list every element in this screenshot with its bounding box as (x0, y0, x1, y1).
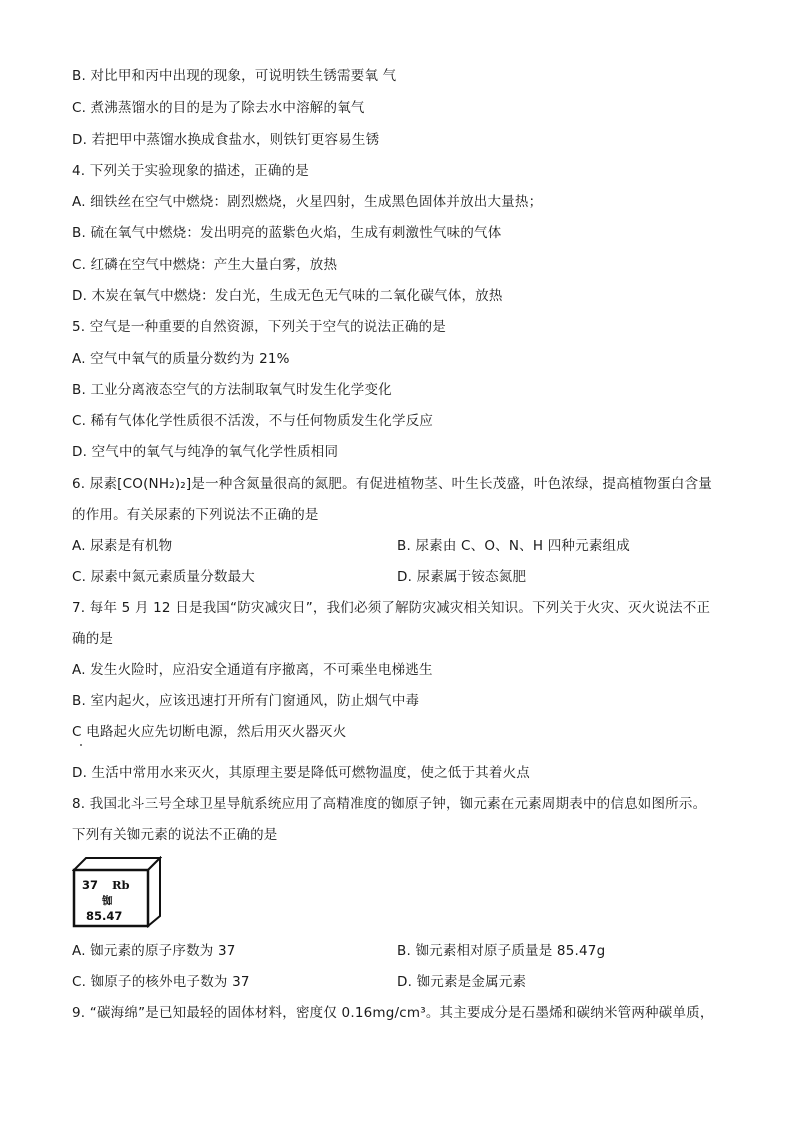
q4-option-d: D. 木炭在氧气中燃烧：发白光，生成无色无气味的二氧化碳气体，放热 (72, 288, 503, 304)
scan-speck (80, 744, 82, 746)
q8-option-c: C. 铷原子的核外电子数为 37 (72, 974, 250, 990)
element-name: 铷 (102, 895, 113, 907)
q5-option-b: B. 工业分离液态空气的方法制取氧气时发生化学变化 (72, 382, 392, 398)
q7-stem-continued: 确的是 (72, 631, 114, 647)
q3-option-d: D. 若把甲中蒸馏水换成食盐水，则铁钉更容易生锈 (72, 132, 380, 148)
q5-option-c: C. 稀有气体化学性质很不活泼，不与任何物质发生化学反应 (72, 413, 434, 429)
element-symbol: Rb (112, 878, 130, 892)
q5-stem: 5. 空气是一种重要的自然资源，下列关于空气的说法正确的是 (72, 319, 446, 335)
atomic-mass: 85.47 (86, 909, 123, 923)
q5-option-d: D. 空气中的氧气与纯净的氧气化学性质相同 (72, 444, 339, 460)
atomic-number: 37 (82, 878, 99, 892)
q8-stem-continued: 下列有关铷元素的说法不正确的是 (72, 827, 278, 843)
q6-option-c: C. 尿素中氮元素质量分数最大 (72, 569, 256, 585)
q4-option-c: C. 红磷在空气中燃烧：产生大量白雾，放热 (72, 257, 338, 273)
q6-stem-continued: 的作用。有关尿素的下列说法不正确的是 (72, 507, 319, 523)
q6-option-a: A. 尿素是有机物 (72, 538, 173, 554)
q7-stem: 7. 每年 5 月 12 日是我国“防灾减灾日”，我们必须了解防灾减灾相关知识。下列关于火灾、灭火说法不正 (72, 600, 711, 616)
q7-option-c: C 电路起火应先切断电源，然后用灭火器灭火 (72, 724, 347, 740)
q6-stem: 6. 尿素[CO(NH₂)₂]是一种含氮量很高的氮肥。有促进植物茎、叶生长茂盛，叶色浓绿，提高植物蛋白含量 (72, 476, 712, 492)
q8-option-a: A. 铷元素的原子序数为 37 (72, 943, 236, 959)
q5-option-a: A. 空气中氧气的质量分数约为 21% (72, 351, 290, 367)
q6-option-d: D. 尿素属于铵态氮肥 (397, 569, 527, 585)
q4-option-b: B. 硫在氧气中燃烧：发出明亮的蓝紫色火焰，生成有刺激性气味的气体 (72, 225, 502, 241)
q8-stem: 8. 我国北斗三号全球卫星导航系统应用了高精准度的铷原子钟，铷元素在元素周期表中的信息如图所示。 (72, 796, 707, 812)
q6-option-b: B. 尿素由 C、O、N、H 四种元素组成 (397, 538, 630, 554)
rubidium-periodic-cell (72, 856, 162, 928)
q4-stem: 4. 下列关于实验现象的描述，正确的是 (72, 163, 309, 179)
q7-option-a: A. 发生火险时，应沿安全通道有序撤离，不可乘坐电梯逃生 (72, 662, 433, 678)
q8-option-b: B. 铷元素相对原子质量是 85.47g (397, 943, 606, 959)
q7-option-d: D. 生活中常用水来灭火，其原理主要是降低可燃物温度，使之低于其着火点 (72, 765, 530, 781)
q7-option-b: B. 室内起火，应该迅速打开所有门窗通风，防止烟气中毒 (72, 693, 420, 709)
q4-option-a: A. 细铁丝在空气中燃烧：剧烈燃烧，火星四射，生成黑色固体并放出大量热； (72, 194, 543, 210)
q9-stem: 9. “碳海绵”是已知最轻的固体材料，密度仅 0.16mg/cm³。其主要成分是石墨烯和碳纳米管两种碳单质， (72, 1005, 714, 1021)
q3-option-c: C. 煮沸蒸馏水的目的是为了除去水中溶解的氧气 (72, 100, 365, 116)
q3-option-b: B. 对比甲和丙中出现的现象，可说明铁生锈需要氧 气 (72, 68, 397, 84)
q8-option-d: D. 铷元素是金属元素 (397, 974, 527, 990)
